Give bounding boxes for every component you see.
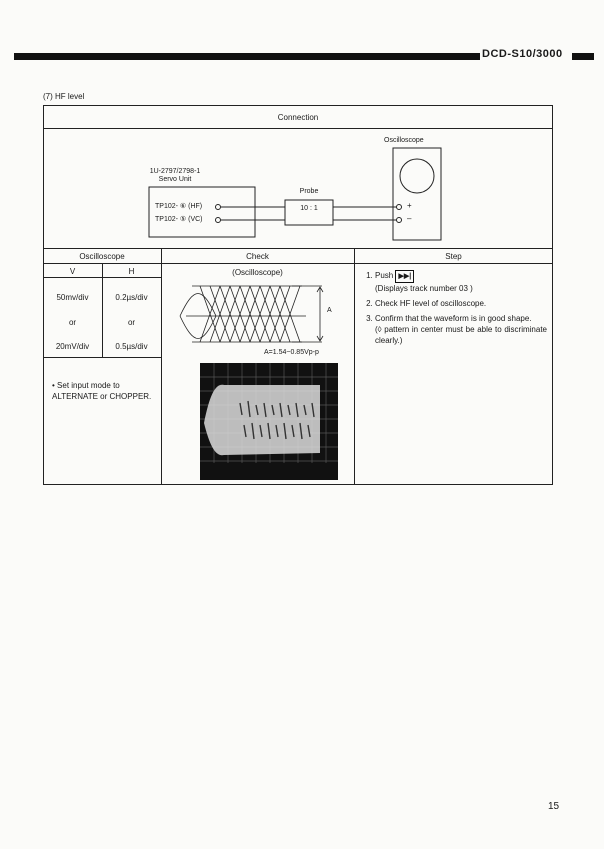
procedure-steps [361, 270, 547, 350]
divider [43, 357, 161, 358]
h-header: H [128, 267, 135, 276]
step-header: Step [445, 252, 462, 261]
skip-forward-key-icon: ▶▶| [395, 270, 414, 283]
step-1-detail: (Displays track number 03 ) [375, 284, 473, 293]
connection-diagram [140, 145, 460, 245]
section-title: (7) HF level [43, 92, 85, 101]
v-header: V [69, 267, 76, 276]
amplitude-value: A=1.54~0.85Vp-p [264, 349, 319, 356]
step-1-text: Push [375, 271, 394, 280]
tp-hf-label: TP102- ⑥ (HF) [155, 203, 203, 210]
v-setting-2: 20mV/div [55, 342, 90, 351]
eye-pattern-diagram [172, 282, 344, 348]
oscilloscope-label: Oscilloscope [384, 137, 424, 144]
header-bar-end [572, 53, 594, 60]
h-setting-or: or [127, 318, 136, 327]
header-bar [14, 53, 480, 60]
page-number: 15 [548, 801, 560, 812]
v-setting-1: 50mv/div [56, 293, 89, 302]
divider [43, 248, 553, 249]
model-label: DCD-S10/3000 [482, 48, 563, 60]
v-setting-or: or [68, 318, 77, 327]
terminal-hf [216, 205, 221, 210]
input-mode-note [52, 380, 152, 402]
scope-terminal-minus [397, 218, 402, 223]
tp-vc-label: TP102- ⑤ (VC) [155, 216, 203, 223]
connection-title: Connection [277, 113, 319, 122]
step-3-detail: (◊ pattern in center must be able to discriminate clearly.) [375, 325, 547, 345]
step-3-text: Confirm that the waveform is in good shape. [375, 314, 532, 323]
divider [161, 248, 162, 485]
terminal-vc [216, 218, 221, 223]
step-3 [375, 313, 547, 346]
scope-terminal-plus [397, 205, 402, 210]
servo-unit-id: 1U-2797/2798-1 [149, 168, 201, 175]
step-1 [375, 270, 547, 294]
servo-unit-name: Servo Unit [158, 176, 192, 183]
check-subheader: (Oscilloscope) [232, 268, 283, 277]
amplitude-label: A [327, 307, 332, 314]
divider [43, 263, 553, 264]
divider [43, 128, 553, 129]
bullet: • [52, 381, 58, 390]
step-2-text: Check HF level of oscilloscope. [375, 299, 487, 308]
waveform-photo [200, 363, 338, 480]
step-2 [375, 298, 547, 309]
oscilloscope-body [393, 148, 441, 240]
plus-sign: + [407, 201, 412, 210]
minus-sign: – [407, 214, 412, 223]
divider [354, 248, 355, 485]
h-setting-2: 0.5µs/div [115, 342, 148, 351]
oscilloscope-screen [400, 159, 434, 193]
check-header: Check [246, 252, 269, 261]
servo-unit-box [149, 187, 255, 237]
osc-header: Oscilloscope [79, 252, 125, 261]
probe-box [285, 200, 333, 225]
h-setting-1: 0.2µs/div [115, 293, 148, 302]
probe-ratio: 10 : 1 [300, 205, 318, 212]
probe-label: Probe [299, 188, 319, 195]
note-text: Set input mode to ALTERNATE or CHOPPER. [52, 381, 152, 401]
